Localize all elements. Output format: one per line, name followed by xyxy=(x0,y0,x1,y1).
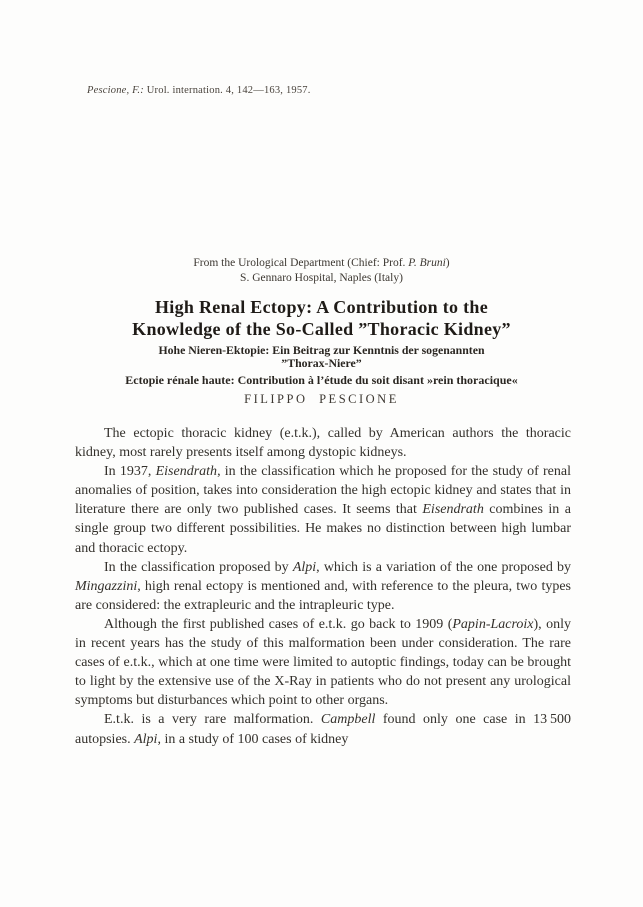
paper-title-line-1: High Renal Ectopy: A Contribution to the xyxy=(154,297,489,317)
subtitle-german xyxy=(0,344,643,369)
department-affiliation xyxy=(0,256,643,285)
author-name: FILIPPO PESCIONE xyxy=(244,392,399,406)
body-paragraph: In 1937, Eisendrath, in the classification which he proposed for the study of renal anomalies of position, takes into consideration the high ectopic kidney and states that in literature there are only two published cases. It seems that Eisendrath combines in a single group two different possibilities. He makes no distinction between high lumbar and thoracic ectopy. xyxy=(75,464,571,556)
subtitle-german-line-1: Hohe Nieren-Ektopie: Ein Beitrag zur Kenntnis der sogenannten xyxy=(158,343,485,357)
journal-citation: Pescione, F.: Urol. internation. 4, 142—163, 1957. xyxy=(87,85,311,96)
subtitle-german-line-2: ”Thorax-Niere” xyxy=(281,355,362,370)
subtitle-french: Ectopie rénale haute: Contribution à l’étude du soit disant »rein thoracique« xyxy=(125,373,518,387)
body-paragraph: E.t.k. is a very rare malformation. Campbell found only one case in 13 500 autopsies. Alpi, in a study of 100 cases of kidney xyxy=(75,712,571,747)
paper-title xyxy=(0,296,643,340)
body-paragraph: Although the first published cases of e.t.k. go back to 1909 (Papin-Lacroix), only in recent years has the study of this malformation been under consideration. The rare cases of e.t.k., which at one time were limited to autoptic findings, today can be brought to light by the extensive use of the X-Ray in patients who do not present any urological symptoms but disturbances which point to other organs. xyxy=(75,616,571,709)
article-body xyxy=(75,424,571,749)
body-paragraph: In the classification proposed by Alpi, which is a variation of the one proposed by Mingazzini, high renal ectopy is mentioned and, with reference to the pleura, two types are considered: the extrapleuric and the intrapleuric type. xyxy=(75,559,572,613)
department-line-2: S. Gennaro Hospital, Naples (Italy) xyxy=(240,271,403,284)
paper-title-line-2: Knowledge of the So-Called ”Thoracic Kidney” xyxy=(132,319,511,339)
body-paragraph: The ectopic thoracic kidney (e.t.k.), called by American authors the thoracic kidney, most rarely presents itself among dystopic kidneys. xyxy=(75,426,571,461)
department-line-1: From the Urological Department (Chief: Prof. P. Bruni) xyxy=(193,257,450,269)
